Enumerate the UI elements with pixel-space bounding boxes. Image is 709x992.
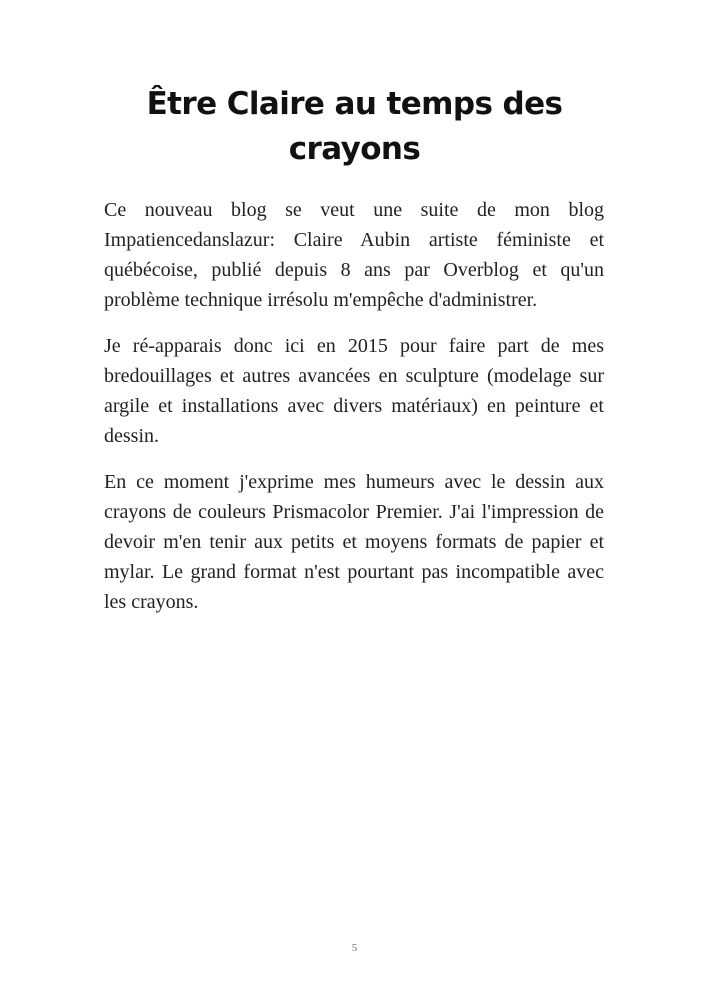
- paragraph-return-2015: Je ré-apparais donc ici en 2015 pour faire part de mes bredouillages et autres avancées en sculpture (modelage sur argile et installations avec divers matériaux) en peinture et dessin.: [104, 335, 604, 447]
- page-number: 5: [351, 942, 358, 954]
- paragraph-crayons: En ce moment j'exprime mes humeurs avec le dessin aux crayons de couleurs Prismacolor Premier. J'ai l'impression de devoir m'en tenir aux petits et moyens formats de papier et mylar. Le grand format n'est pourtant pas incompatible avec les crayons.: [104, 471, 604, 613]
- paragraph-intro: Ce nouveau blog se veut une suite de mon blog Impatiencedanslazur: Claire Aubin artiste féministe et québécoise, publié depuis 8 ans par Overblog et qu'un problème technique irrésolu m'empêche d'administrer.: [104, 199, 604, 311]
- page-title: Être Claire au temps des crayons: [146, 86, 563, 167]
- body-text: [104, 195, 604, 633]
